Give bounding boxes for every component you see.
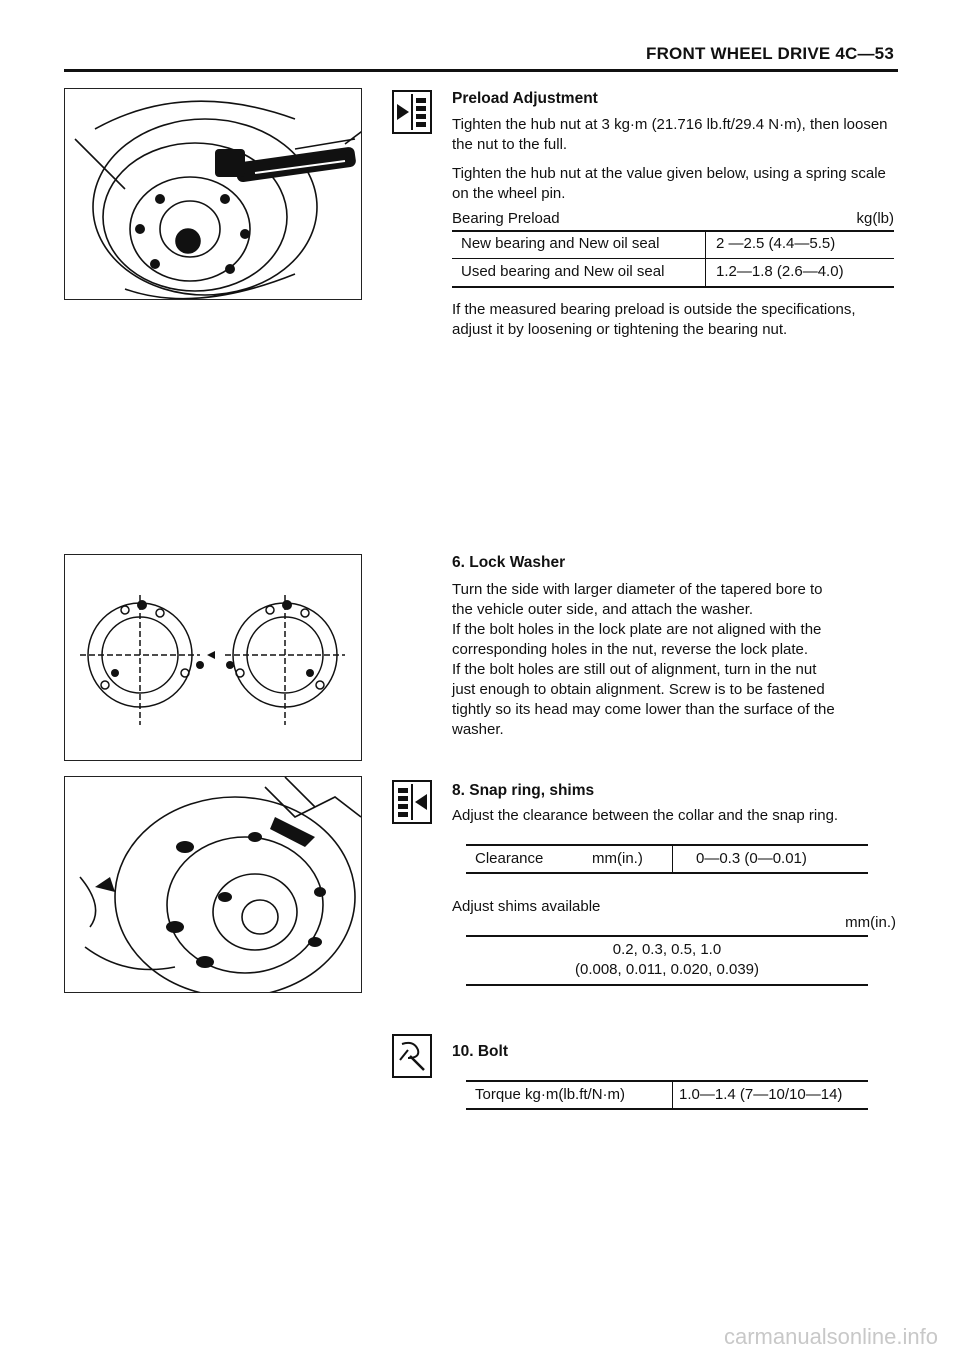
torque-divider [672,1080,673,1110]
figure-snap-ring [64,776,362,993]
torque-bottom-rule [466,1108,868,1110]
watermark-link[interactable]: carmanualsonline.info [723,1324,938,1349]
torque-wrench-icon [392,1034,432,1078]
torque-table [466,1080,868,1110]
lock-washer-line: washer. [452,721,504,738]
clearance-value: 0—0.3 (0—0.01) [696,850,807,867]
lock-washer-line: just enough to obtain alignment. Screw is to be fastened [452,681,825,698]
preload-heading: Preload Adjustment [452,90,598,107]
shims-top-rule [466,935,868,937]
preload-table-title: Bearing Preload [452,210,560,227]
preload-para3: If the measured bearing preload is outside the specifications, adjust it by loosening or tightening the bearing nut. [452,301,856,338]
install-icon [392,90,432,134]
table-row-value: 2 —2.5 (4.4—5.5) [716,235,836,252]
clearance-divider [672,844,673,874]
shims-bottom-rule [466,984,868,986]
preload-table-unit: kg(lb) [856,210,894,227]
torque-top-rule [466,1080,868,1082]
table-bottom-rule [452,286,894,288]
clearance-table [466,844,868,874]
torque-value: 1.0—1.4 (7—10/10—14) [679,1086,843,1103]
preload-para1: Tighten the hub nut at 3 kg·m (21.716 lb.ft/29.4 N·m), then loosen the nut to the full. [452,116,888,153]
clearance-unit: mm(in.) [592,850,643,867]
lock-washer-heading: 6. Lock Washer [452,554,566,571]
lock-washer-line: If the bolt holes in the lock plate are not aligned with the [452,621,822,638]
table-mid-rule [452,258,894,259]
lock-washer-illustration [65,555,361,760]
shims-values: 0.2, 0.3, 0.5, 1.0 [612,941,722,958]
hub-wrench-illustration [65,89,361,299]
bolt-heading: 10. Bolt [452,1043,508,1060]
figure-hub-preload [64,88,362,300]
lock-washer-line: Turn the side with larger diameter of the tapered bore to [452,581,823,598]
preload-para2: Tighten the hub nut at the value given below, using a spring scale on the wheel pin. [452,165,886,202]
shims-unit: mm(in.) [845,914,896,931]
table-column-divider [705,230,706,288]
hub-snap-ring-illustration [65,777,361,992]
torque-label: Torque kg·m(lb.ft/N·m) [475,1086,626,1103]
clearance-bottom-rule [466,872,868,874]
lock-washer-line: corresponding holes in the nut, reverse the lock plate. [452,641,809,658]
lock-washer-line: the vehicle outer side, and attach the washer. [452,601,754,618]
clearance-label: Clearance [475,850,544,867]
shims-values-inches: (0.008, 0.011, 0.020, 0.039) [574,961,760,978]
table-row-value: 1.2—1.8 (2.6—4.0) [716,263,844,280]
table-row-label: Used bearing and New oil seal [461,263,665,280]
clearance-top-rule [466,844,868,846]
snap-ring-para: Adjust the clearance between the collar and the snap ring. [452,807,839,824]
snap-ring-heading: 8. Snap ring, shims [452,782,595,799]
figure-lock-washer [64,554,362,761]
lock-washer-line: tightly so its head may come lower than the surface of the [452,701,835,718]
page-header-title: FRONT WHEEL DRIVE 4C—53 [646,44,894,63]
lock-washer-line: If the bolt holes are still out of alignment, turn in the nut [452,661,817,678]
shims-label: Adjust shims available [452,898,601,915]
header-rule [64,69,898,72]
preload-table [452,230,894,288]
table-row-label: New bearing and New oil seal [461,235,660,252]
remove-icon [392,780,432,824]
table-top-rule [452,230,894,232]
